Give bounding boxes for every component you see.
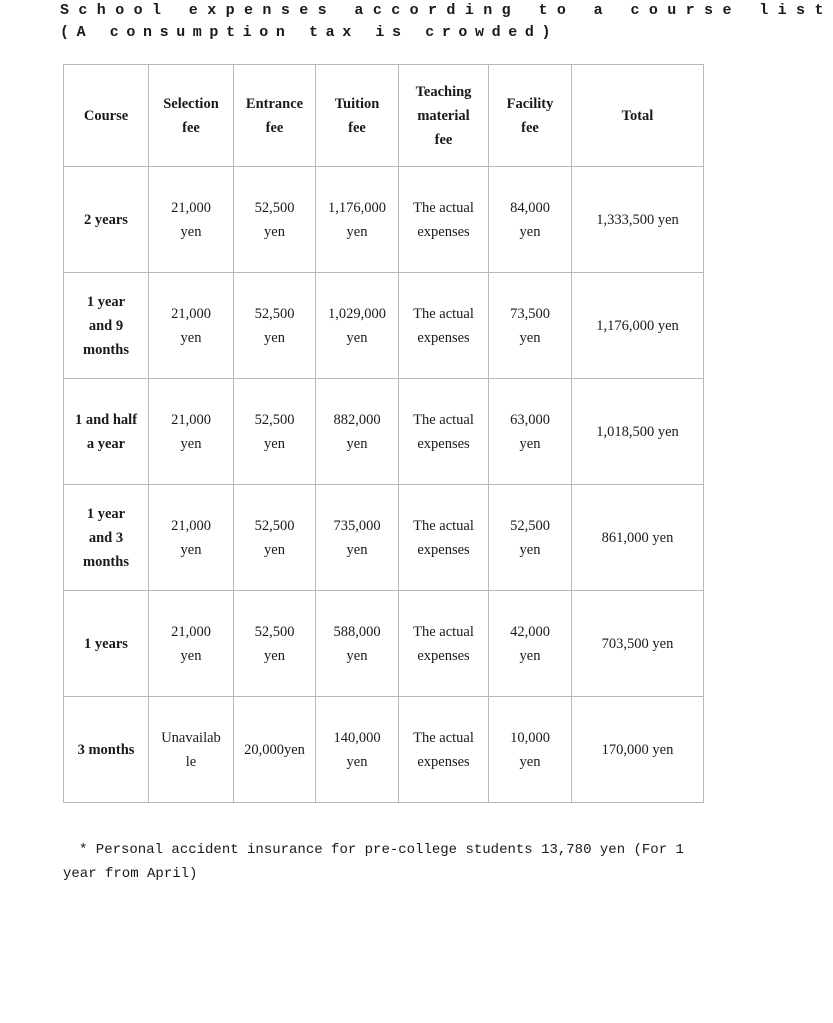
total-cell: 861,000 yen (572, 485, 704, 591)
tuition-fee-cell-line: 588,000 (333, 623, 381, 640)
tuition-fee-cell-line: yen (346, 435, 368, 452)
course-cell-line: months (83, 553, 129, 570)
selection-fee-cell-line: yen (180, 541, 202, 558)
selection-fee-cell-line: yen (180, 647, 202, 664)
total-cell: 1,018,500 yen (572, 379, 704, 485)
total-cell: 1,333,500 yen (572, 167, 704, 273)
selection-fee-cell (149, 379, 234, 485)
entrance-fee-cell-line: 52,500 (254, 517, 295, 534)
entrance-fee-cell-line: yen (264, 223, 285, 240)
teaching-material-fee-cell-line: expenses (417, 753, 470, 770)
entrance-fee-cell-line: yen (264, 541, 285, 558)
selection-fee-cell (149, 485, 234, 591)
teaching-material-fee-cell (399, 273, 489, 379)
tuition-fee-cell (316, 697, 399, 803)
tuition-fee-cell (316, 485, 399, 591)
entrance-fee-cell-line: yen (264, 435, 285, 452)
teaching-material-fee-cell-line: expenses (417, 435, 470, 452)
facility-fee-cell-line: yen (519, 223, 541, 240)
course-cell (64, 379, 149, 485)
course-cell-line: 3 months (77, 741, 135, 758)
selection-fee-cell-line: 21,000 (171, 411, 211, 428)
entrance-fee-cell (234, 485, 316, 591)
course-cell-line: 1 year (86, 505, 126, 522)
selection-fee-cell (149, 273, 234, 379)
selection-fee-cell-line: 21,000 (171, 517, 211, 534)
total-cell: 170,000 yen (572, 697, 704, 803)
header-course (64, 65, 149, 167)
tuition-fee-cell (316, 273, 399, 379)
selection-fee-cell-line: 21,000 (171, 199, 211, 216)
facility-fee-cell (489, 485, 572, 591)
course-cell (64, 273, 149, 379)
header-facility-fee-line: fee (521, 119, 539, 136)
tuition-fee-cell-line: 1,029,000 (328, 305, 386, 322)
facility-fee-cell-line: 42,000 (510, 623, 550, 640)
course-cell (64, 167, 149, 273)
entrance-fee-cell-line: 52,500 (254, 305, 295, 322)
table-row (64, 591, 704, 697)
course-cell (64, 485, 149, 591)
tuition-fee-cell-line: yen (346, 753, 368, 770)
teaching-material-fee-cell-line: The actual (413, 411, 474, 428)
header-selection-fee-line: Selection (163, 95, 219, 112)
teaching-material-fee-cell (399, 167, 489, 273)
insurance-footnote: * Personal accident insurance for pre-college students 13,780 yen (For 1 year from April) (63, 842, 684, 882)
teaching-material-fee-cell-line: expenses (417, 329, 470, 346)
table-row (64, 273, 704, 379)
course-cell (64, 697, 149, 803)
document-title-line-2: (A consumption tax is crowded) (60, 24, 559, 41)
facility-fee-cell (489, 591, 572, 697)
selection-fee-cell-line: yen (180, 329, 202, 346)
facility-fee-cell-line: 10,000 (510, 729, 550, 746)
course-cell-line: and 9 (88, 317, 124, 334)
course-cell-line: and 3 (88, 529, 124, 546)
table-header-row (64, 65, 704, 167)
facility-fee-cell (489, 167, 572, 273)
teaching-material-fee-cell (399, 485, 489, 591)
header-total (572, 65, 704, 167)
selection-fee-cell (149, 167, 234, 273)
teaching-material-fee-cell (399, 379, 489, 485)
teaching-material-fee-cell-line: The actual (413, 729, 474, 746)
course-cell-line: 1 years (84, 635, 128, 652)
facility-fee-cell-line: 63,000 (510, 411, 550, 428)
teaching-material-fee-cell-line: The actual (413, 623, 474, 640)
tuition-fee-cell-line: yen (346, 541, 368, 558)
header-entrance-fee-line: fee (265, 119, 284, 136)
course-cell (64, 591, 149, 697)
facility-fee-cell-line: yen (519, 541, 541, 558)
selection-fee-cell (149, 697, 234, 803)
tuition-fee-cell (316, 167, 399, 273)
entrance-fee-cell (234, 167, 316, 273)
course-cell-line: 1 and half (74, 411, 138, 428)
header-facility-fee (489, 65, 572, 167)
course-fee-table (63, 64, 704, 803)
header-selection-fee (149, 65, 234, 167)
header-teaching-material-fee-line: Teaching (415, 83, 472, 100)
header-entrance-fee-line: Entrance (245, 95, 304, 112)
facility-fee-cell-line: 52,500 (510, 517, 550, 534)
facility-fee-cell-line: yen (519, 329, 541, 346)
selection-fee-cell-line: yen (180, 435, 202, 452)
selection-fee-cell-line: Unavailab (161, 729, 221, 746)
entrance-fee-cell (234, 379, 316, 485)
tuition-fee-cell-line: 1,176,000 (328, 199, 386, 216)
tuition-fee-cell-line: 140,000 (333, 729, 381, 746)
teaching-material-fee-cell-line: expenses (417, 647, 470, 664)
teaching-material-fee-cell (399, 591, 489, 697)
tuition-fee-cell (316, 379, 399, 485)
selection-fee-cell-line: le (185, 753, 197, 770)
table-row (64, 697, 704, 803)
facility-fee-cell (489, 379, 572, 485)
total-cell: 1,176,000 yen (572, 273, 704, 379)
tuition-fee-cell (316, 591, 399, 697)
entrance-fee-cell-line: 52,500 (254, 411, 295, 428)
entrance-fee-cell (234, 591, 316, 697)
entrance-fee-cell-line: 20,000yen (244, 741, 305, 758)
header-teaching-material-fee-line: fee (434, 131, 453, 148)
document-title (60, 0, 833, 44)
teaching-material-fee-cell (399, 697, 489, 803)
table-row (64, 485, 704, 591)
facility-fee-cell (489, 273, 572, 379)
course-cell-line: a year (86, 435, 126, 452)
teaching-material-fee-cell-line: expenses (417, 541, 470, 558)
header-entrance-fee (234, 65, 316, 167)
tuition-fee-cell-line: yen (346, 647, 368, 664)
entrance-fee-cell (234, 697, 316, 803)
course-cell-line: 1 year (86, 293, 126, 310)
tuition-fee-cell-line: 735,000 (333, 517, 381, 534)
tuition-fee-cell-line: yen (346, 223, 368, 240)
tuition-fee-cell-line: 882,000 (333, 411, 381, 428)
entrance-fee-cell-line: yen (264, 329, 285, 346)
header-total-line: Total (621, 107, 654, 124)
header-selection-fee-line: fee (182, 119, 200, 136)
facility-fee-cell-line: 73,500 (510, 305, 550, 322)
total-cell: 703,500 yen (572, 591, 704, 697)
selection-fee-cell-line: 21,000 (171, 623, 211, 640)
teaching-material-fee-cell-line: The actual (413, 199, 474, 216)
teaching-material-fee-cell-line: The actual (413, 517, 474, 534)
selection-fee-cell (149, 591, 234, 697)
facility-fee-cell-line: yen (519, 753, 541, 770)
table-row (64, 167, 704, 273)
table-body (64, 167, 704, 803)
table-row (64, 379, 704, 485)
teaching-material-fee-cell-line: expenses (417, 223, 470, 240)
entrance-fee-cell-line: 52,500 (254, 623, 295, 640)
entrance-fee-cell-line: 52,500 (254, 199, 295, 216)
header-course-line: Course (83, 107, 129, 124)
course-cell-line: months (83, 341, 129, 358)
header-tuition-fee-line: fee (348, 119, 366, 136)
teaching-material-fee-cell-line: The actual (413, 305, 474, 322)
selection-fee-cell-line: yen (180, 223, 202, 240)
facility-fee-cell-line: 84,000 (510, 199, 550, 216)
facility-fee-cell (489, 697, 572, 803)
facility-fee-cell-line: yen (519, 647, 541, 664)
course-cell-line: 2 years (84, 211, 128, 228)
tuition-fee-cell-line: yen (346, 329, 368, 346)
header-teaching-material-fee (399, 65, 489, 167)
facility-fee-cell-line: yen (519, 435, 541, 452)
header-teaching-material-fee-line: material (417, 107, 470, 124)
header-tuition-fee-line: Tuition (334, 95, 380, 112)
header-facility-fee-line: Facility (506, 95, 554, 112)
selection-fee-cell-line: 21,000 (171, 305, 211, 322)
header-tuition-fee (316, 65, 399, 167)
entrance-fee-cell-line: yen (264, 647, 285, 664)
document-title-line-1: School expenses according to a course list (60, 2, 833, 19)
entrance-fee-cell (234, 273, 316, 379)
